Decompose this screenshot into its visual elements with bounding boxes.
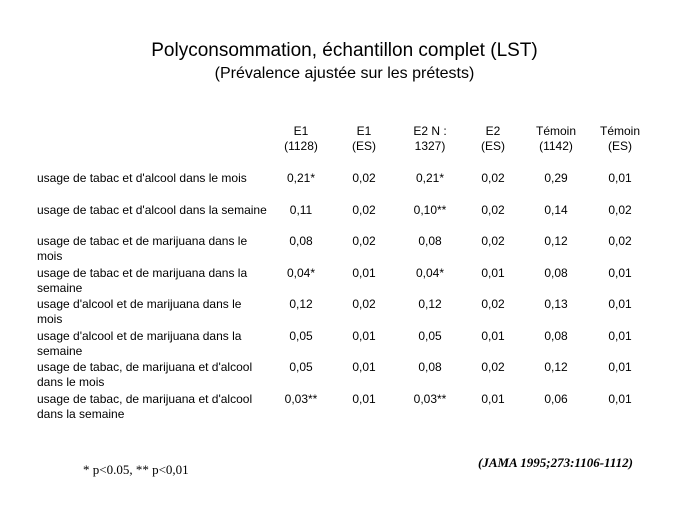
table-cell-e2-es: 0,01 (481, 329, 505, 343)
table-cell-e1-count: 0,21* (286, 171, 316, 185)
row-label: usage de tabac et d'alcool dans le mois (37, 171, 247, 185)
column-header-e2-es: E2 (ES) (481, 124, 505, 153)
table-cell-temoin-count: 0,13 (544, 297, 568, 311)
table-row (0, 392, 689, 424)
row-label: usage de tabac, de marijuana et d'alcool dans le mois (37, 360, 253, 389)
table-cell-temoin-count: 0,12 (544, 360, 568, 374)
column-header-temoin-es: Témoin (ES) (599, 124, 640, 153)
table-cell-e2-count: 0,10** (413, 203, 447, 217)
table-cell-e1-es: 0,02 (352, 234, 376, 248)
table-row (0, 266, 689, 298)
table-row (0, 203, 689, 235)
table-cell-temoin-es: 0,01 (608, 171, 632, 185)
row-label: usage de tabac et d'alcool dans la semaine (37, 203, 267, 217)
table-cell-e1-count: 0,05 (289, 329, 313, 343)
table-cell-e2-count: 0,08 (418, 234, 442, 248)
table-cell-e2-es: 0,02 (481, 297, 505, 311)
table-cell-e2-count: 0,12 (418, 297, 442, 311)
column-header-e2-count: E2 N : 1327) (413, 124, 447, 153)
row-label: usage de tabac, de marijuana et d'alcool dans la semaine (37, 392, 253, 421)
table-cell-e1-es: 0,01 (352, 360, 376, 374)
table-cell-e2-es: 0,02 (481, 360, 505, 374)
table-cell-e2-es: 0,01 (481, 266, 505, 280)
column-header-temoin-count: Témoin (1142) (535, 124, 576, 153)
table-cell-temoin-count: 0,08 (544, 266, 568, 280)
table-cell-temoin-count: 0,08 (544, 329, 568, 343)
row-label: usage d'alcool et de marijuana dans la semaine (37, 329, 242, 358)
table-cell-e2-count: 0,05 (418, 329, 442, 343)
table-cell-e2-count: 0,04* (415, 266, 445, 280)
significance-footnote: * p<0.05, ** p<0,01 (83, 462, 189, 477)
table-row (0, 234, 689, 266)
table-cell-e1-es: 0,02 (352, 203, 376, 217)
table-cell-e2-count: 0,08 (418, 360, 442, 374)
source-citation: (JAMA 1995;273:1106-1112) (478, 455, 633, 470)
table-cell-e2-count: 0,03** (413, 392, 447, 406)
table-cell-e1-count: 0,12 (289, 297, 313, 311)
table-cell-e1-es: 0,01 (352, 392, 376, 406)
table-cell-e1-count: 0,04* (286, 266, 316, 280)
table-cell-temoin-count: 0,12 (544, 234, 568, 248)
table-cell-e2-es: 0,01 (481, 392, 505, 406)
slide-subtitle: (Prévalence ajustée sur les prétests) (214, 65, 475, 82)
table-cell-e2-es: 0,02 (481, 203, 505, 217)
table-cell-temoin-es: 0,02 (608, 203, 632, 217)
table-cell-e1-es: 0,02 (352, 297, 376, 311)
table-row (0, 360, 689, 392)
column-header-e1-es: E1 (ES) (352, 124, 376, 153)
row-label: usage d'alcool et de marijuana dans le mois (37, 297, 242, 326)
table-cell-temoin-count: 0,06 (544, 392, 568, 406)
table-cell-temoin-es: 0,01 (608, 329, 632, 343)
table-cell-temoin-es: 0,01 (608, 266, 632, 280)
row-label: usage de tabac et de marijuana dans le mois (37, 234, 248, 263)
table-row (0, 329, 689, 361)
table-row (0, 297, 689, 329)
column-header-e1-count: E1 (1128) (284, 124, 318, 153)
table-cell-e1-es: 0,01 (352, 266, 376, 280)
table-cell-temoin-es: 0,01 (608, 392, 632, 406)
table-cell-temoin-es: 0,01 (608, 297, 632, 311)
slide-title: Polyconsommation, échantillon complet (LST) (151, 40, 538, 61)
table-cell-e1-es: 0,01 (352, 329, 376, 343)
table-cell-temoin-es: 0,01 (608, 360, 632, 374)
table-cell-temoin-count: 0,29 (544, 171, 568, 185)
table-cell-e1-count: 0,05 (289, 360, 313, 374)
table-cell-e2-count: 0,21* (415, 171, 445, 185)
table-cell-e1-es: 0,02 (352, 171, 376, 185)
table-cell-e1-count: 0,08 (289, 234, 313, 248)
table-cell-e2-es: 0,02 (481, 171, 505, 185)
table-cell-temoin-es: 0,02 (608, 234, 632, 248)
row-label: usage de tabac et de marijuana dans la semaine (37, 266, 248, 295)
table-cell-e2-es: 0,02 (481, 234, 505, 248)
table-cell-temoin-count: 0,14 (544, 203, 568, 217)
table-row (0, 171, 689, 203)
table-cell-e1-count: 0,03** (284, 392, 318, 406)
table-cell-e1-count: 0,11 (289, 203, 313, 217)
